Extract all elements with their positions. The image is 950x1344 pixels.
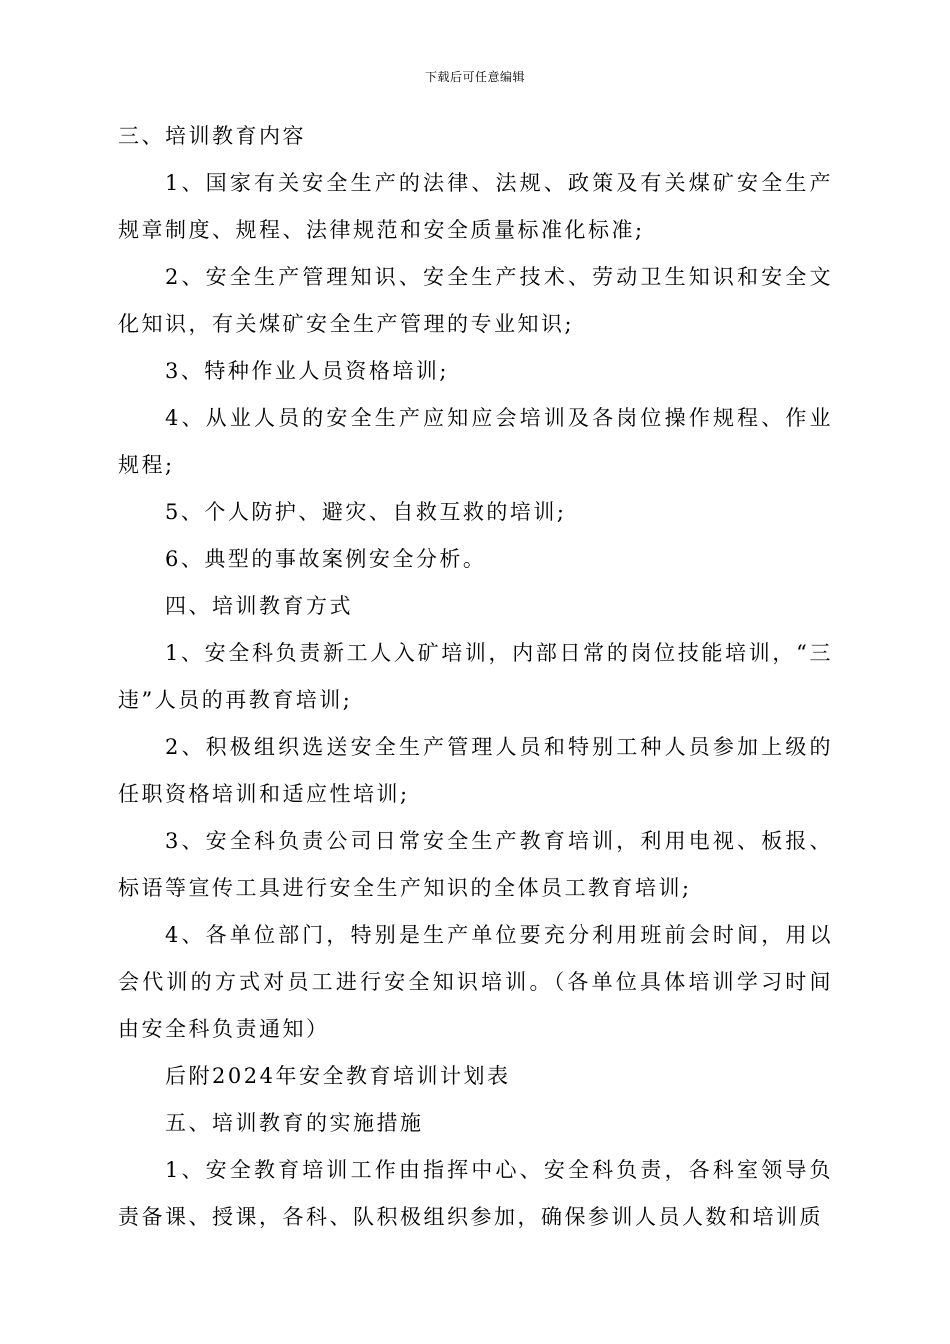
paragraph-measure-1: 1、安全教育培训工作由指挥中心、安全科负责，各科室领导负责备课、授课，各科、队积极组织参加，确保参训人员人数和培训质 bbox=[118, 1158, 833, 1229]
document-body bbox=[118, 113, 833, 1241]
paragraph-content-2: 2、安全生产管理知识、安全生产技术、劳动卫生知识和安全文化知识，有关煤矿安全生产管理的专业知识; bbox=[118, 265, 833, 336]
paragraph-method-1: 1、安全科负责新工人入矿培训，内部日常的岗位技能培训，“三违”人员的再教育培训; bbox=[118, 641, 833, 712]
paragraph-content-6: 6、典型的事故案例安全分析。 bbox=[165, 547, 487, 571]
paragraph-method-4: 4、各单位部门，特别是生产单位要充分利用班前会时间，用以会代训的方式对员工进行安全知识培训。（各单位具体培训学习时间由安全科负责通知） bbox=[118, 923, 833, 1041]
paragraph-content-5: 5、个人防护、避灾、自救互救的培训; bbox=[165, 500, 567, 524]
plan-table-note: 后附2024年安全教育培训计划表 bbox=[165, 1064, 511, 1088]
paragraph-content-1: 1、国家有关安全生产的法律、法规、政策及有关煤矿安全生产规章制度、规程、法律规范和安全质量标准化标准; bbox=[118, 171, 833, 242]
paragraph-method-3: 3、安全科负责公司日常安全生产教育培训，利用电视、板报、标语等宣传工具进行安全生产知识的全体员工教育培训; bbox=[118, 829, 833, 900]
paragraph-method-2: 2、积极组织选送安全生产管理人员和特别工种人员参加上级的任职资格培训和适应性培训; bbox=[118, 735, 833, 806]
page-header-note: 下载后可任意编辑 bbox=[424, 70, 525, 84]
section-heading-3: 三、培训教育内容 bbox=[118, 124, 306, 148]
paragraph-content-4: 4、从业人员的安全生产应知应会培训及各岗位操作规程、作业规程; bbox=[118, 406, 833, 477]
paragraph-content-3: 3、特种作业人员资格培训; bbox=[165, 359, 449, 383]
section-heading-4: 四、培训教育方式 bbox=[165, 594, 353, 618]
section-heading-5: 五、培训教育的实施措施 bbox=[165, 1111, 424, 1135]
